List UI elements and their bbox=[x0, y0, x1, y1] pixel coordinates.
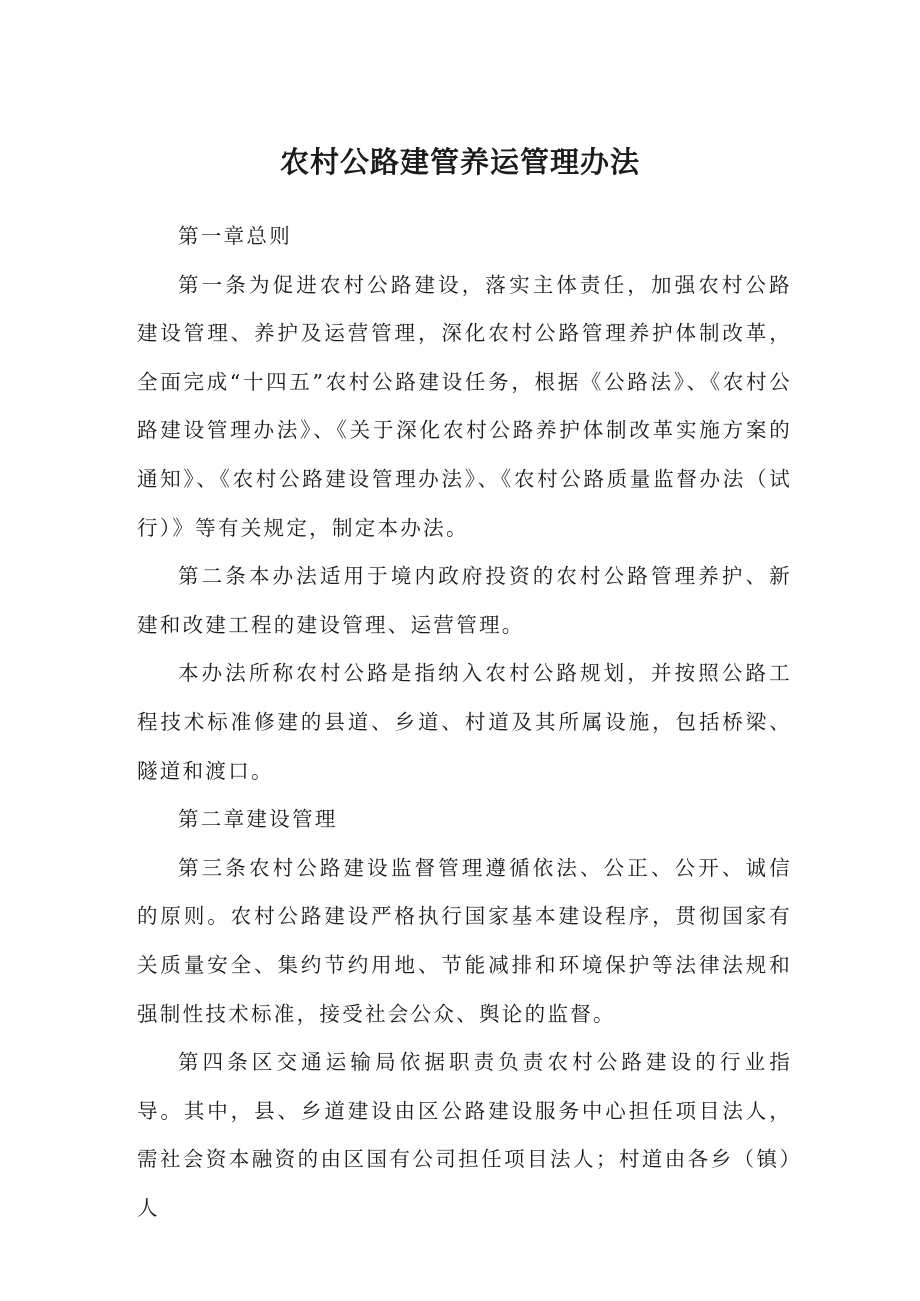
chapter-heading-general: 第一章总则 bbox=[178, 224, 292, 248]
article-1: 第一条为促进农村公路建设，落实主体责任，加强农村公路建设管理、养护及运营管理，深化农村公路管理养护体制改革，全面完成“十四五”农村公路建设任务，根据《公路法》、《农村公路建设管理办法》、《关于深化农村公路养护体制改革实施方案的通知》、《农村公路建设管理办法》、《农村公路质量监督办法（试行）》等有关规定，制定本办法。 bbox=[137, 272, 792, 540]
article-3: 第三条农村公路建设监督管理遵循依法、公正、公开、诚信的原则。农村公路建设严格执行国家基本建设程序，贯彻国家有关质量安全、集约节约用地、节能减排和环境保护等法律法规和强制性技术标准，接受社会公众、舆论的监督。 bbox=[137, 855, 792, 1026]
article-2: 第二条本办法适用于境内政府投资的农村公路管理养护、新建和改建工程的建设管理、运营管理。 bbox=[137, 564, 792, 637]
document-body bbox=[137, 212, 792, 1232]
document-title: 农村公路建管养运管理办法 bbox=[279, 145, 640, 179]
definition-paragraph: 本办法所称农村公路是指纳入农村公路规划，并按照公路工程技术标准修建的县道、乡道、村道及其所属设施，包括桥梁、隧道和渡口。 bbox=[137, 661, 792, 783]
chapter-heading-construction: 第二章建设管理 bbox=[178, 807, 338, 832]
article-4: 第四条区交通运输局依据职责负责农村公路建设的行业指导。其中，县、乡道建设由区公路建设服务中心担任项目法人，需社会资本融资的由区国有公司担任项目法人；村道由各乡（镇）人 bbox=[137, 1050, 792, 1220]
